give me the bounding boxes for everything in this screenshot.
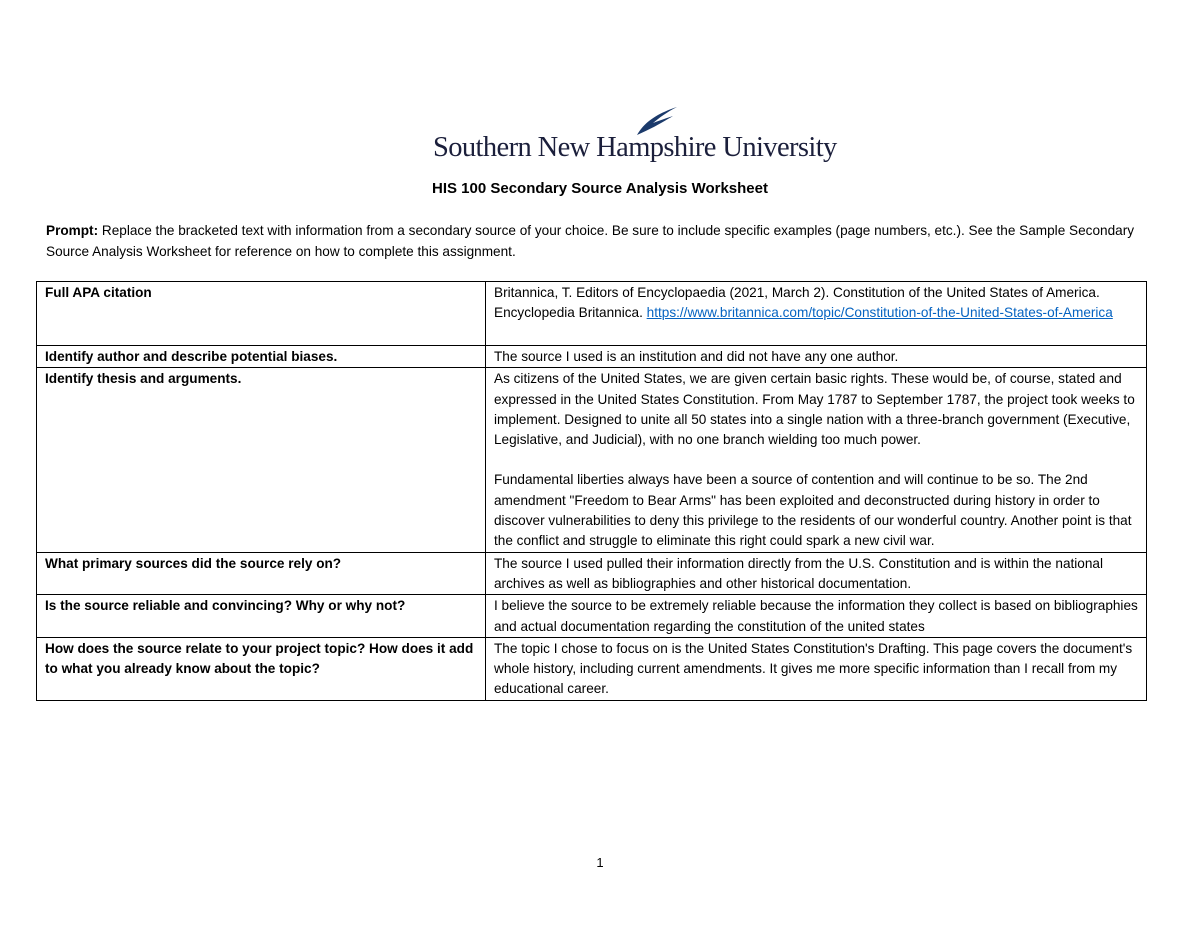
prompt-label: Prompt: — [46, 223, 99, 238]
citation-link[interactable]: https://www.britannica.com/topic/Constitution-of-the-United-States-of-America — [646, 305, 1113, 321]
answer-paragraph: Fundamental liberties always have been a source of contention and will continue to be so. The 2nd amendment "Freedom to Bear Arms" has been exploited and deconstructed during history in order to discover vulnerabilities to deny this privilege to the residents of our wonderful country. Another point is that the conflict and struggle to eliminate this right could spark a new civil war. — [494, 472, 1132, 549]
question-cell: Identify thesis and arguments. — [37, 368, 486, 552]
answer-cell: The source I used pulled their information directly from the U.S. Constitution and is within the national archives as well as bibliographies and other historical documentation. — [486, 552, 1147, 595]
answer-cell: The topic I chose to focus on is the United States Constitution's Drafting. This page covers the document's whole history, including current amendments. It gives me more specific information than I recall from my educational career. — [486, 637, 1147, 700]
answer-cell — [486, 282, 1147, 346]
table-row — [37, 552, 1147, 595]
answer-paragraph: As citizens of the United States, we are given certain basic rights. These would be, of course, stated and expressed in the United States Constitution. From May 1787 to September 1787, the project took weeks to implement. Designed to unite all 50 states into a single nation with a three-branch government (Executive, Legislative, and Judicial), with no one branch wielding too much power. — [494, 371, 1135, 448]
table-row — [37, 637, 1147, 700]
answer-cell: I believe the source to be extremely reliable because the information they collect is based on bibliographies and actual documentation regarding the constitution of the united states — [486, 595, 1147, 638]
question-cell: Identify author and describe potential biases. — [37, 346, 486, 368]
prompt-paragraph — [46, 221, 1152, 262]
table-row — [37, 346, 1147, 368]
prompt-text: Replace the bracketed text with information from a secondary source of your choice. Be sure to include specific examples (page numbers, etc.). See the Sample Secondary Source Analysis Worksheet for reference on how to complete this assignment. — [46, 223, 1135, 259]
paragraph-spacer — [494, 450, 1138, 470]
analysis-table — [36, 281, 1147, 701]
question-cell: What primary sources did the source rely on? — [37, 552, 486, 595]
answer-cell: The source I used is an institution and did not have any one author. — [486, 346, 1147, 368]
table-row — [37, 282, 1147, 346]
table-row — [37, 368, 1147, 552]
question-cell: Is the source reliable and convincing? Why or why not? — [37, 595, 486, 638]
university-logo — [433, 106, 837, 163]
worksheet-title: HIS 100 Secondary Source Analysis Worksheet — [432, 180, 768, 197]
page-number: 1 — [596, 855, 604, 870]
answer-cell — [486, 368, 1147, 552]
table-row — [37, 595, 1147, 638]
question-cell: Full APA citation — [37, 282, 486, 346]
university-name: Southern New Hampshire University — [433, 131, 837, 163]
citation-text: Britannica, T. Editors of Encyclopaedia (2021, March 2). Constitution of the United States of America. Encyclopedia Britannica. — [494, 285, 1100, 321]
question-cell: How does the source relate to your project topic? How does it add to what you already know about the topic? — [37, 637, 486, 700]
